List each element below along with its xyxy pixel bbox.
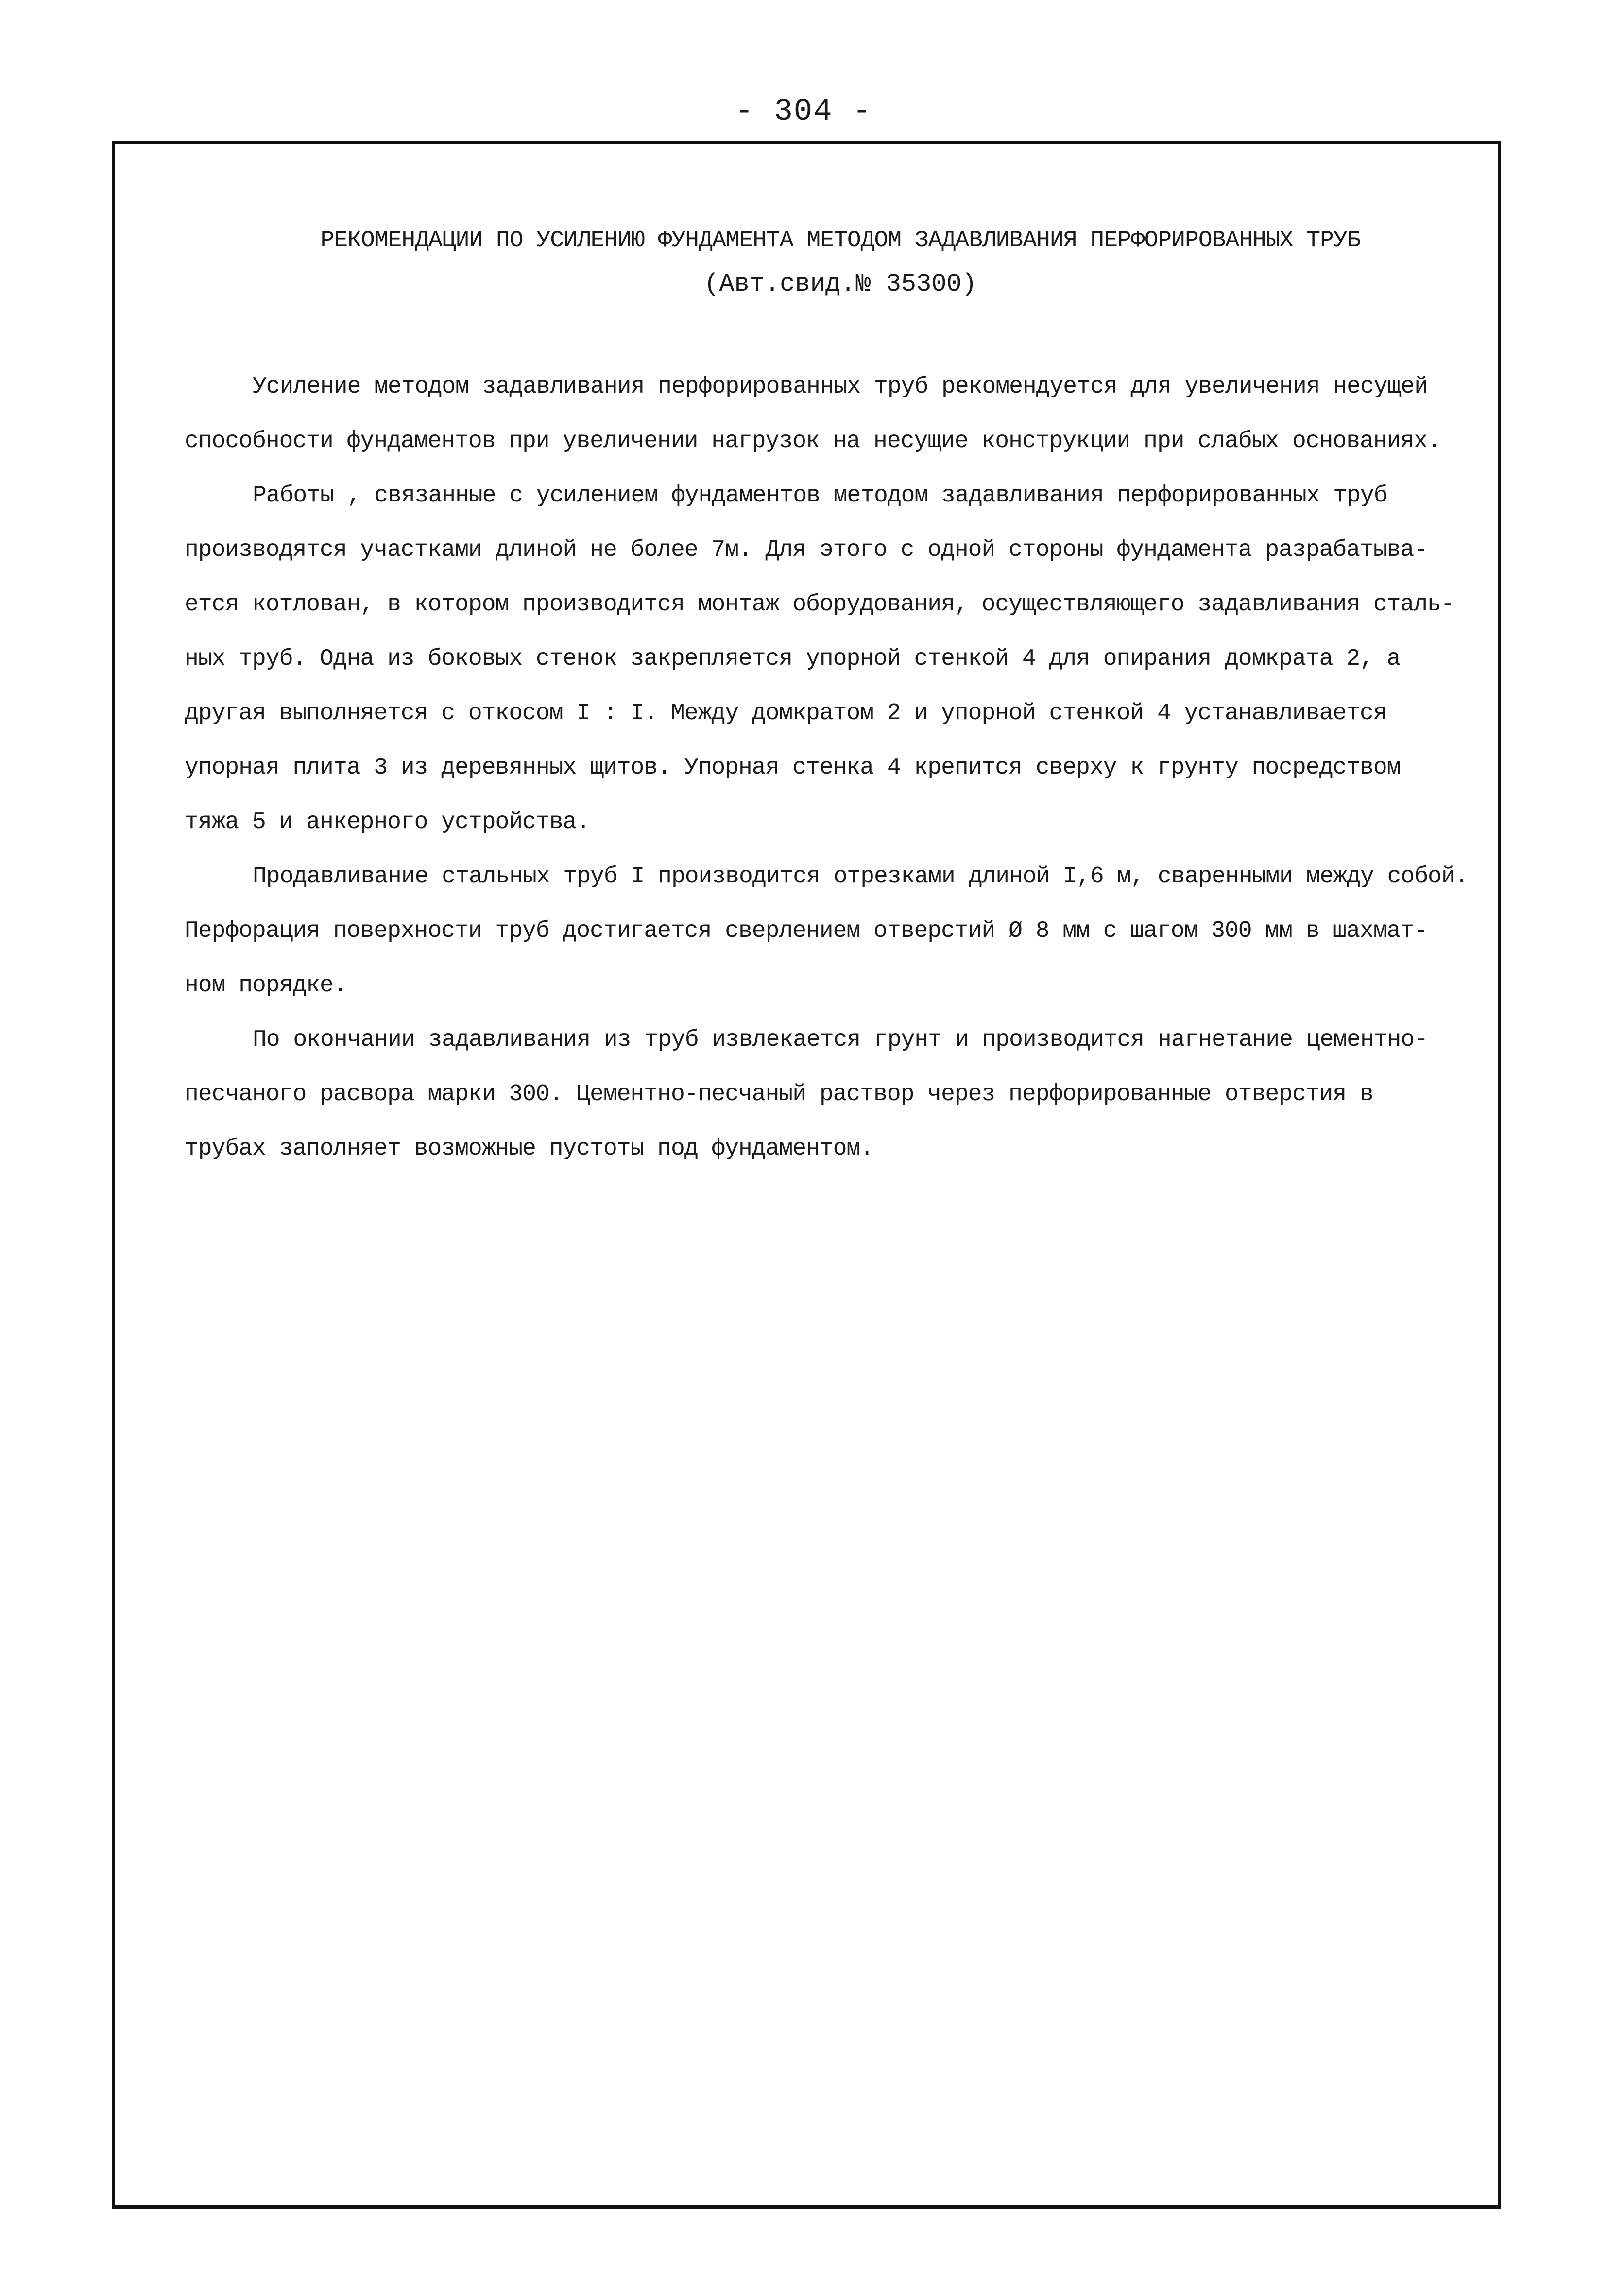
text-line: ется котлован, в котором производится монтаж оборудования, осуществляющего задавливания сталь- (185, 591, 1454, 618)
text-line: тяжа 5 и анкерного устройства. (185, 809, 590, 835)
text-line: Усиление методом задавливания перфорированных труб рекомендуется для увеличения несущей (253, 374, 1428, 400)
document-body (185, 360, 1496, 1176)
text-line: трубах заполняет возможные пустоты под фундаментом. (185, 1136, 874, 1162)
text-line: песчаного расвора марки 300. Цементно-песчаный раствор через перфорированные отверстия в (185, 1081, 1373, 1107)
text-line: Продавливание стальных труб I производится отрезками длиной I,6 м, сваренными между собой. (253, 863, 1469, 890)
text-line: ных труб. Одна из боковых стенок закрепляется упорной стенкой 4 для опирания домкрата 2, а (185, 646, 1401, 672)
text-line: По окончании задавливания из труб извлекается грунт и производится нагнетание цементно- (253, 1027, 1428, 1053)
text-line: производятся участками длиной не более 7м. Для этого с одной стороны фундамента разрабатыва- (185, 537, 1428, 563)
text-line: упорная плита 3 из деревянных щитов. Упорная стенка 4 крепится сверху к грунту посредством (185, 755, 1401, 781)
page-number: - 304 - (735, 94, 872, 129)
text-line: способности фундаментов при увеличении нагрузок на несущие конструкции при слабых основаниях. (185, 428, 1441, 454)
document-title: РЕКОМЕНДАЦИИ ПО УСИЛЕНИЮ ФУНДАМЕНТА МЕТОДОМ ЗАДАВЛИВАНИЯ ПЕРФОРИРОВАННЫХ ТРУБ (320, 227, 1361, 254)
document-subtitle: (Авт.свид.№ 35300) (704, 270, 977, 298)
text-line: ном порядке. (185, 972, 347, 999)
text-line: Перфорация поверхности труб достигается сверлением отверстий Ø 8 мм с шагом 300 мм в шахмат- (185, 918, 1428, 944)
text-line: другая выполняется с откосом I : I. Между домкратом 2 и упорной стенкой 4 устанавливается (185, 700, 1387, 726)
text-line: Работы , связанные с усилением фундаментов методом задавливания перфорированных труб (253, 483, 1387, 509)
